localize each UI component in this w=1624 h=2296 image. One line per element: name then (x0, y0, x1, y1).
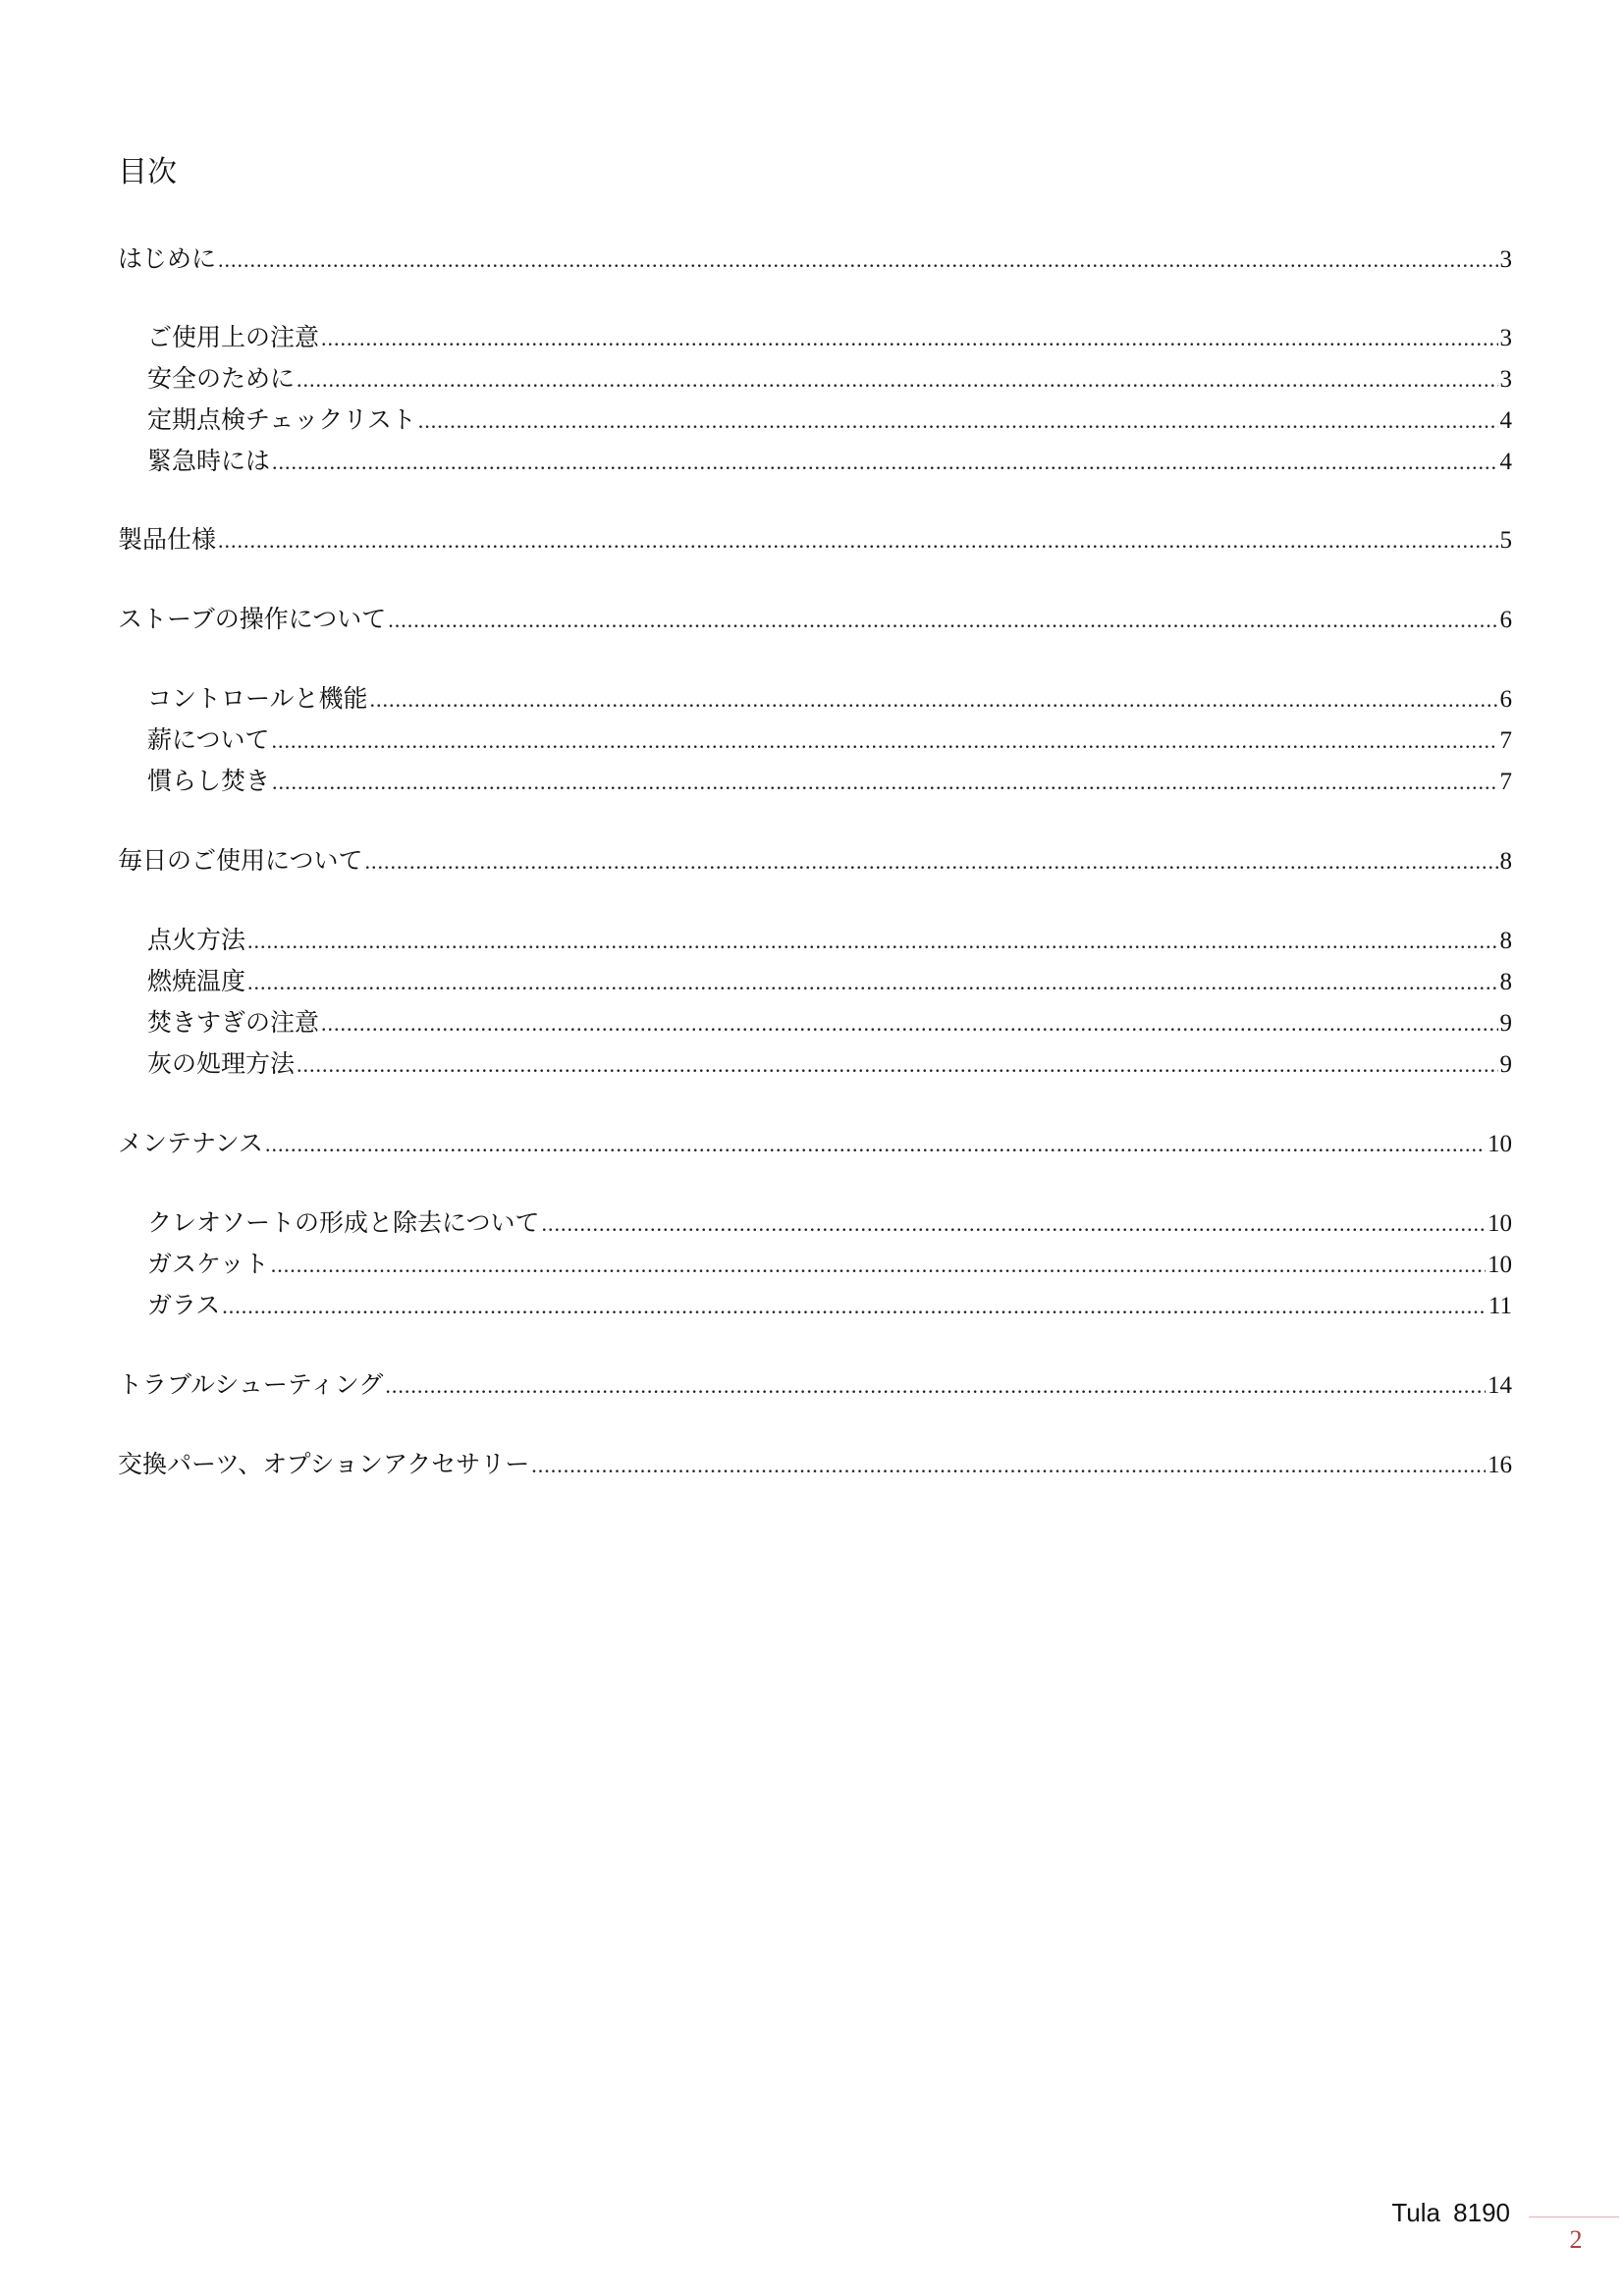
toc-entry-label: 灰の処理方法 (147, 1049, 296, 1078)
toc-dot-leader (271, 1248, 1486, 1283)
toc-dot-leader (218, 242, 1497, 278)
toc-entry-page: 10 (1488, 1210, 1512, 1237)
toc-entry-label: 慣らし焚き (147, 767, 271, 795)
toc-entry-page: 9 (1499, 1010, 1512, 1037)
toc-entry-page: 8 (1499, 848, 1512, 875)
toc-entry-page: 6 (1499, 607, 1512, 633)
toc-entry-label: 安全のために (147, 364, 296, 393)
toc-entry-label: 毎日のご使用について (118, 846, 363, 875)
toc-entry-gasket[interactable] (147, 1247, 1512, 1282)
toc-dot-leader (365, 844, 1498, 880)
toc-entry-parts-accessories[interactable] (118, 1447, 1512, 1482)
footer-page-number: 2 (1569, 2225, 1583, 2254)
toc-entry-label: ストーブの操作について (118, 605, 387, 633)
toc-entry-firewood[interactable] (147, 722, 1512, 758)
toc-entry-label: クレオソートの形成と除去について (147, 1208, 540, 1237)
toc-entry-page: 3 (1499, 366, 1512, 393)
toc-entry-page: 4 (1499, 449, 1512, 475)
toc-entry-label: コントロールと機能 (147, 684, 368, 713)
toc-entry-page: 9 (1499, 1051, 1512, 1078)
toc-entry-page: 5 (1499, 527, 1512, 554)
toc-dot-leader (272, 445, 1497, 480)
toc-entry-lighting[interactable] (147, 923, 1512, 958)
toc-dot-leader (272, 723, 1498, 759)
toc-entry-page: 10 (1488, 1252, 1512, 1278)
toc-entry-page: 4 (1499, 407, 1512, 434)
toc-entry-ash-disposal[interactable] (147, 1046, 1512, 1082)
toc-entry-specifications[interactable] (118, 522, 1512, 558)
footer-product-name: Tula 8190 (1391, 2198, 1510, 2227)
toc-entry-page: 8 (1499, 969, 1512, 995)
toc-entry-controls[interactable] (147, 681, 1512, 717)
toc-entry-page: 14 (1488, 1372, 1512, 1399)
footer-divider (1529, 2216, 1619, 2217)
toc-entry-creosote[interactable] (147, 1205, 1512, 1241)
toc-entry-usage-precautions[interactable] (147, 320, 1512, 355)
toc-entry-page: 10 (1488, 1131, 1512, 1157)
toc-dot-leader (247, 924, 1497, 959)
toc-entry-break-in-burn[interactable] (147, 764, 1512, 799)
toc-entry-label: 薪について (147, 725, 270, 754)
toc-entry-label: 製品仕様 (118, 525, 217, 554)
toc-dot-leader (388, 603, 1497, 638)
toc-entry-label: メンテナンス (118, 1129, 264, 1157)
toc-entry-inspection-checklist[interactable] (147, 402, 1512, 438)
toc-entry-emergency[interactable] (147, 444, 1512, 479)
toc-dot-leader (321, 1006, 1497, 1041)
toc-entry-label: 点火方法 (147, 926, 246, 954)
toc-entry-maintenance[interactable] (118, 1126, 1512, 1161)
toc-entry-introduction[interactable] (118, 241, 1512, 277)
toc-entry-burn-temperature[interactable] (147, 964, 1512, 999)
toc-entry-page: 8 (1499, 928, 1512, 954)
toc-dot-leader (321, 321, 1497, 356)
toc-dot-leader (272, 765, 1497, 800)
toc-entry-label: 燃焼温度 (147, 967, 246, 995)
toc-entry-page: 16 (1488, 1452, 1512, 1478)
toc-dot-leader (385, 1368, 1486, 1404)
toc-entry-label: ガスケット (147, 1250, 269, 1278)
toc-dot-leader (542, 1206, 1486, 1242)
toc-entry-safety[interactable] (147, 361, 1512, 397)
toc-entry-label: トラブルシューティング (118, 1370, 384, 1399)
toc-entry-troubleshooting[interactable] (118, 1367, 1512, 1403)
toc-entry-label: 緊急時には (147, 447, 271, 475)
toc-entry-overfiring[interactable] (147, 1005, 1512, 1041)
toc-entry-page: 3 (1499, 325, 1512, 351)
toc-entry-glass[interactable] (147, 1288, 1512, 1323)
toc-entry-page: 7 (1499, 769, 1512, 795)
toc-entry-page: 6 (1499, 686, 1512, 713)
toc-entry-stove-operation[interactable] (118, 602, 1512, 637)
toc-dot-leader (531, 1448, 1486, 1483)
toc-dot-leader (370, 682, 1498, 718)
toc-entry-label: はじめに (118, 244, 217, 273)
toc-dot-leader (222, 1289, 1487, 1324)
toc-entry-page: 7 (1499, 727, 1512, 754)
toc-entry-label: 交換パーツ、オプションアクセサリー (118, 1450, 530, 1478)
toc-dot-leader (297, 1047, 1497, 1083)
toc-entry-page: 3 (1499, 246, 1512, 273)
toc-title: 目次 (118, 155, 177, 189)
toc-dot-leader (265, 1127, 1486, 1162)
toc-entry-label: ご使用上の注意 (147, 323, 320, 351)
toc-entry-daily-use[interactable] (118, 843, 1512, 879)
toc-dot-leader (418, 403, 1498, 439)
toc-entry-label: 焚きすぎの注意 (147, 1008, 320, 1037)
toc-dot-leader (297, 362, 1497, 398)
toc-entry-page: 11 (1488, 1293, 1512, 1319)
toc-dot-leader (218, 523, 1497, 559)
toc-dot-leader (247, 965, 1497, 1000)
toc-entry-label: 定期点検チェックリスト (147, 405, 416, 434)
toc-entry-label: ガラス (147, 1291, 221, 1319)
